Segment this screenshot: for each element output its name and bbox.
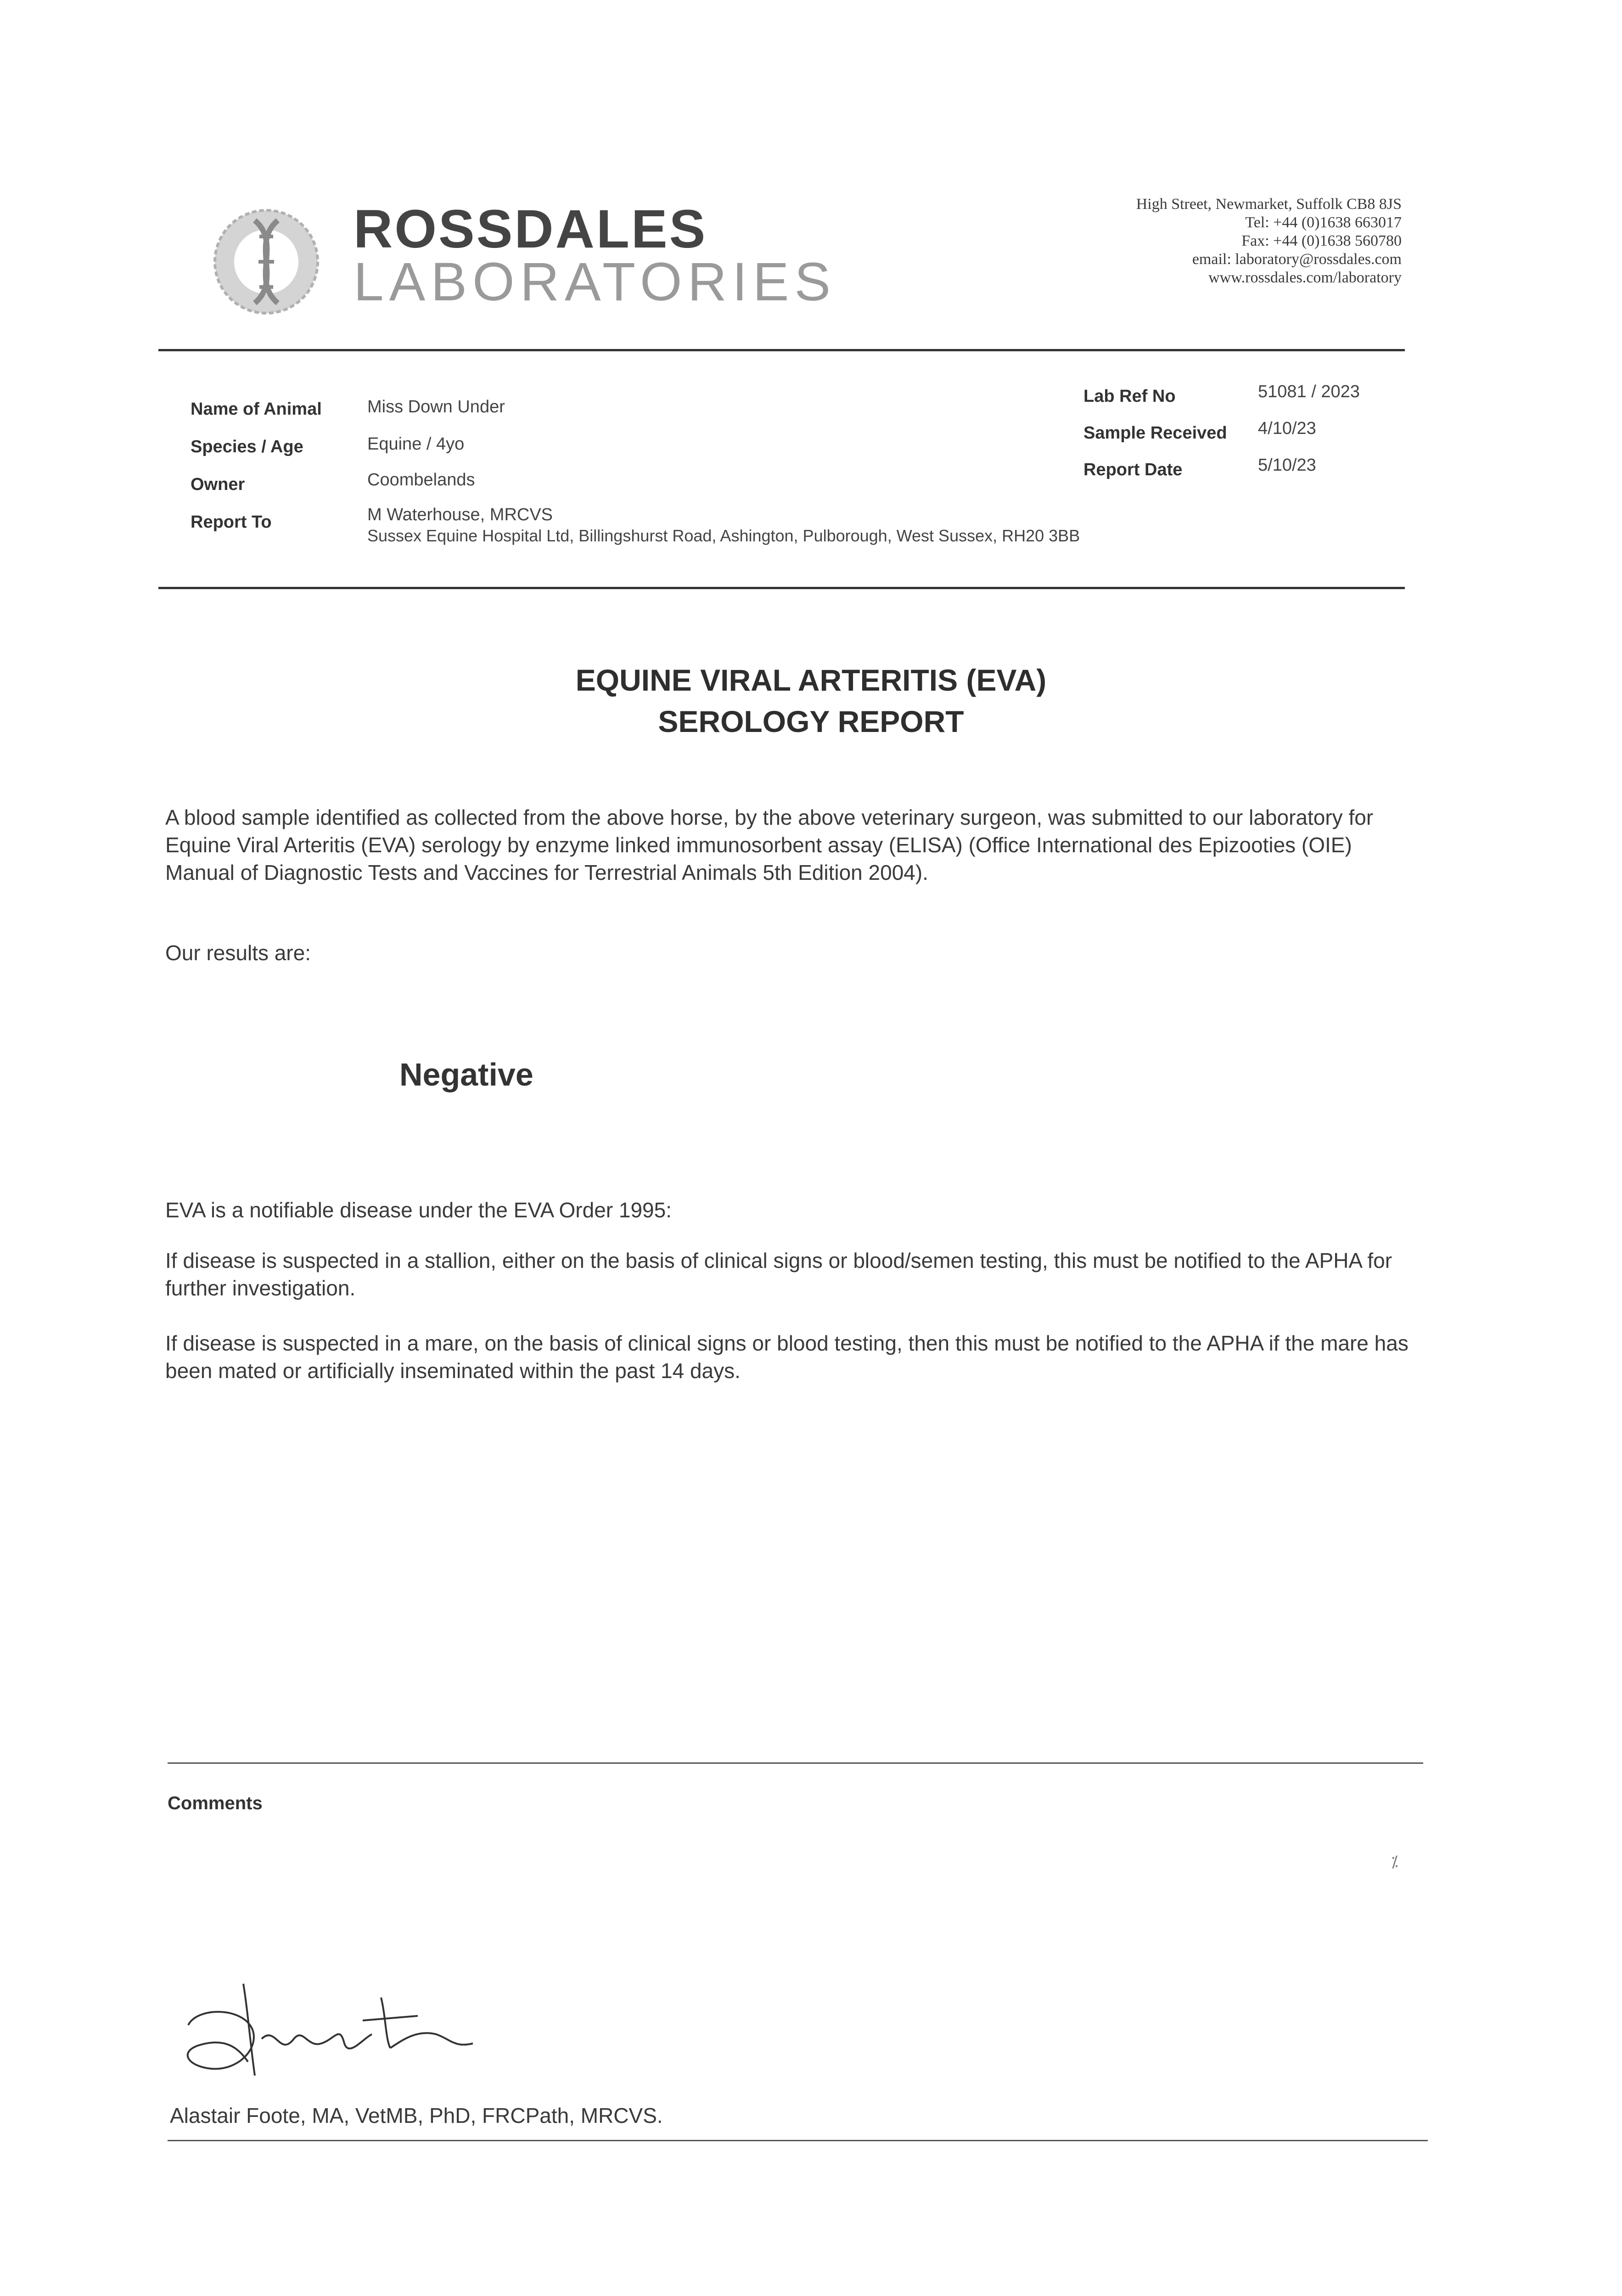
address-phone: Tel: +44 (0)1638 663017	[1245, 214, 1402, 231]
address-line: High Street, Newmarket, Suffolk CB8 8JS	[1136, 196, 1402, 213]
logo-name-top: ROSSDALES	[354, 199, 707, 259]
species-age-value: Equine / 4yo	[367, 434, 465, 454]
scan-mark-icon: ⁒	[1391, 1853, 1398, 1871]
notifiable-note: EVA is a notifiable disease under the EVA Order 1995:	[165, 1198, 672, 1222]
address-website: www.rossdales.com/laboratory	[1208, 269, 1402, 286]
sample-received-value: 4/10/23	[1258, 419, 1316, 438]
report-date-label: Report Date	[1083, 460, 1183, 479]
intro-paragraph: A blood sample identified as collected from the above horse, by the above veterinary surgeon, was submitted to our laboratory for Equine Viral Arteritis (EVA) serology by enzyme linked immunosorbent assay (ELISA) (Office International des Epizooties (OIE) Manual of Diagnostic Tests and Vaccines for Terrestrial Animals 5th Edition 2004).	[165, 805, 1374, 884]
report-to-address: Sussex Equine Hospital Ltd, Billingshurst Road, Ashington, Pulborough, West Sussex, RH20 3BB	[367, 526, 1080, 545]
details-divider	[158, 587, 1405, 589]
species-age-label: Species / Age	[191, 437, 303, 456]
header-divider	[158, 349, 1405, 351]
report-title-line1: EQUINE VIRAL ARTERITIS (EVA)	[575, 663, 1047, 697]
mare-note: If disease is suspected in a mare, on the basis of clinical signs or blood testing, then this must be notified to the APHA if the mare has been mated or artificially inseminated within the past 14 days.	[165, 1331, 1409, 1383]
owner-value: Coombelands	[367, 470, 475, 490]
lab-address	[1136, 195, 1402, 287]
signature-image	[170, 1970, 500, 2089]
stallion-note: If disease is suspected in a stallion, either on the basis of clinical signs or blood/semen testing, this must be notified to the APHA for further investigation.	[165, 1249, 1392, 1300]
result-value: Negative	[399, 1057, 533, 1092]
results-intro: Our results are:	[165, 941, 311, 965]
lab-ref-label: Lab Ref No	[1083, 387, 1176, 406]
comments-divider	[168, 1762, 1423, 1764]
comments-label: Comments	[168, 1793, 263, 1813]
dna-logo-icon	[209, 202, 324, 321]
signer-name: Alastair Foote, MA, VetMB, PhD, FRCPath, MRCVS.	[170, 2104, 663, 2127]
sample-received-label: Sample Received	[1083, 423, 1227, 443]
address-fax: Fax: +44 (0)1638 560780	[1241, 232, 1402, 249]
report-to-label: Report To	[191, 512, 272, 532]
footer-divider	[168, 2140, 1428, 2141]
logo-name-bottom: LABORATORIES	[354, 252, 836, 312]
owner-label: Owner	[191, 475, 245, 494]
name-of-animal-value: Miss Down Under	[367, 397, 505, 416]
report-date-value: 5/10/23	[1258, 456, 1316, 475]
name-of-animal-label: Name of Animal	[191, 400, 322, 419]
address-email: email: laboratory@rossdales.com	[1192, 251, 1402, 268]
report-title-line2: SEROLOGY REPORT	[658, 704, 964, 738]
report-to-vet: M Waterhouse, MRCVS	[367, 505, 553, 524]
lab-ref-value: 51081 / 2023	[1258, 382, 1360, 401]
